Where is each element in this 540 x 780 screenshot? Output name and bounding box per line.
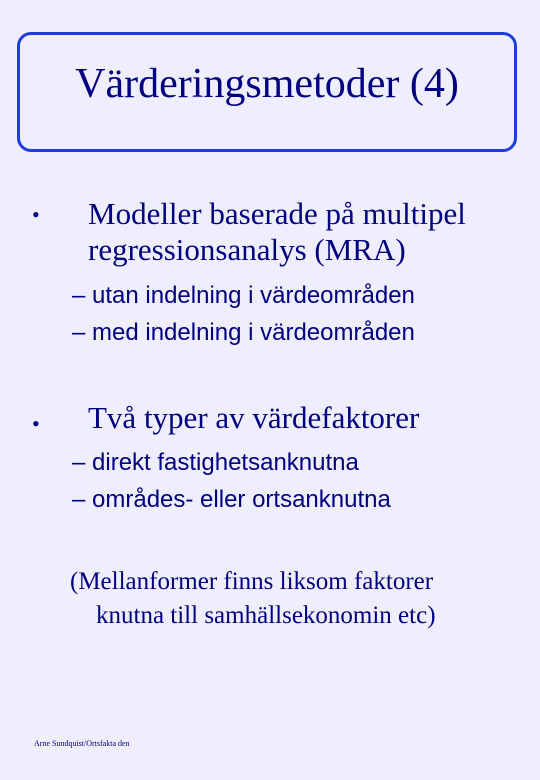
bullet-text	[88, 400, 419, 436]
bullet-marker: •	[32, 411, 40, 436]
note-line: (Mellanformer finns liksom faktorer	[70, 568, 434, 595]
sub-list	[72, 277, 415, 351]
bullet-line: regressionsanalys (MRA)	[88, 232, 406, 267]
sub-item: – med indelning i värdeområden	[72, 319, 415, 346]
note	[70, 565, 436, 633]
note-line: knutna till samhällsekonomin etc)	[96, 602, 436, 629]
sub-item: – direkt fastighetsanknutna	[72, 449, 359, 476]
sub-list	[72, 444, 391, 518]
slide-title: Värderingsmetoder (4)	[75, 61, 459, 107]
sub-item: – utan indelning i värdeområden	[72, 282, 415, 309]
footer-text: Arne Sundquist/Ortsfakta den	[34, 739, 130, 748]
bullet-line: Två typer av värdefaktorer	[88, 400, 420, 435]
bullet-text	[88, 196, 466, 268]
bullet-marker: •	[32, 202, 40, 227]
bullet-line: Modeller baserade på multipel	[88, 196, 466, 231]
sub-item: – områdes- eller ortsanknutna	[72, 486, 391, 513]
